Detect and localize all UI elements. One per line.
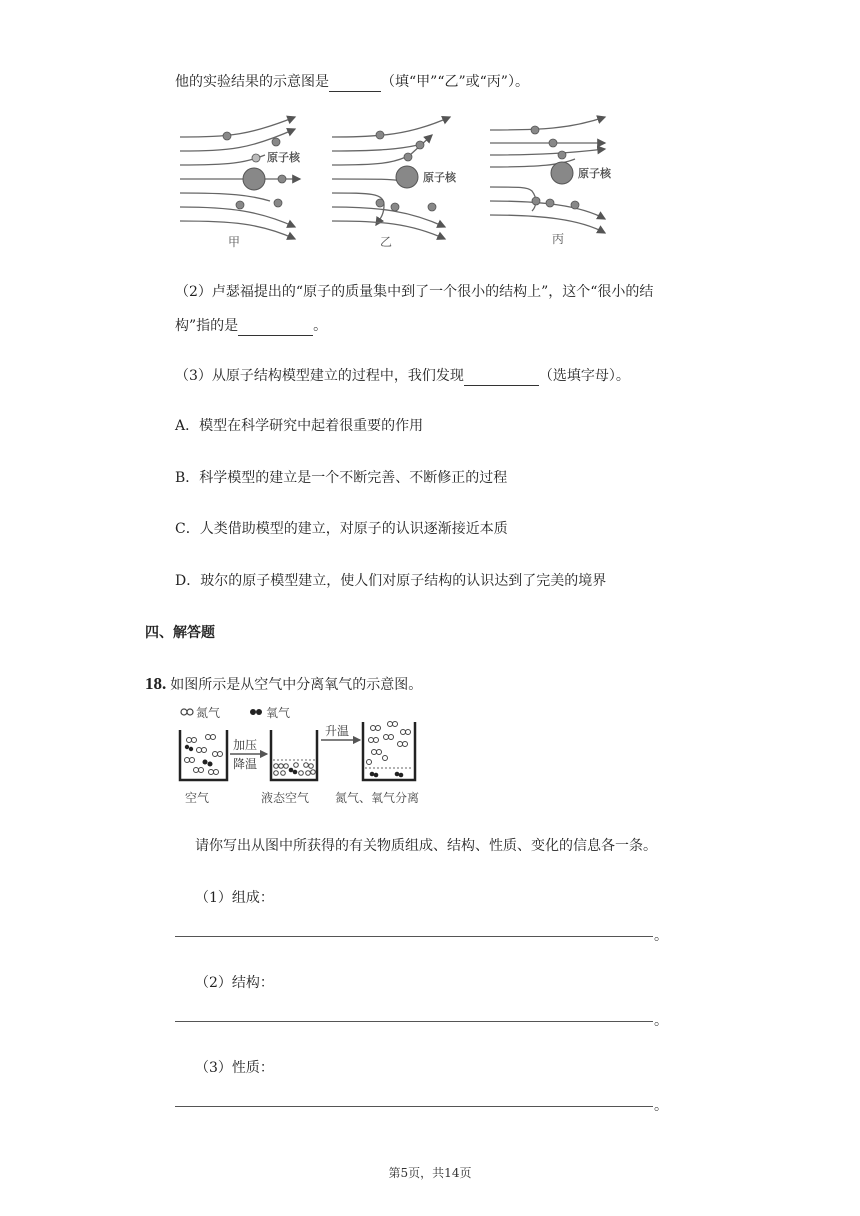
q17-part3-pre: （3）从原子结构模型建立的过程中，我们发现 (175, 368, 464, 384)
beaker-air (180, 730, 227, 780)
nucleus-label-yi: 原子核 (423, 171, 456, 184)
nucleus-label-jia: 原子核 (267, 151, 300, 164)
nucleus-bing (551, 162, 573, 184)
q18-stem: 如图所示是从空气中分离氧气的示意图。 (170, 677, 423, 693)
legend-n2-label: 氮气 (196, 706, 221, 720)
page-footer: 第5页，共14页 (388, 1166, 472, 1180)
arrow1-bottom-label: 降温 (233, 757, 258, 771)
caption-separated: 氮气、氧气分离 (335, 791, 420, 805)
q18-answer-line-1[interactable] (175, 935, 653, 937)
q18-part-1: （1）组成： (195, 890, 274, 906)
caption-jia: 甲 (228, 235, 241, 249)
q17-part3-post: （选填字母）。 (538, 368, 630, 384)
air-separation-figure (175, 702, 435, 810)
q17-part3 (175, 366, 630, 386)
separated-n2-molecules (367, 722, 411, 765)
caption-air: 空气 (185, 791, 210, 805)
air-o2-molecules (185, 745, 213, 767)
q18-period-2: 。 (654, 1013, 668, 1029)
separated-o2-molecules (370, 772, 404, 778)
legend-n2 (181, 705, 220, 720)
q17-intro-hint: （填“甲”“乙”或“丙”）。 (381, 74, 529, 90)
liquid-o2-molecules (289, 768, 298, 775)
q17-part2-line2 (175, 316, 327, 336)
q18-period-1: 。 (654, 928, 668, 944)
caption-bing: 丙 (552, 232, 565, 246)
caption-yi: 乙 (380, 235, 393, 249)
q17-part2-post: 。 (313, 318, 328, 334)
nucleus-label-bing: 原子核 (578, 167, 611, 180)
option-c: C．人类借助模型的建立，对原子的认识逐渐接近本质 (175, 521, 508, 537)
legend-o2 (250, 705, 290, 720)
nucleus-yi (396, 166, 418, 188)
q18-number: 18. (145, 674, 167, 693)
arrow2-label: 升温 (325, 724, 350, 738)
section-title: 四、解答题 (145, 625, 215, 641)
scattering-diagrams (170, 115, 630, 255)
option-a: A．模型在科学研究中起着很重要的作用 (175, 418, 424, 434)
q18-answer-line-3[interactable] (175, 1105, 653, 1107)
legend-o2-label: 氧气 (266, 706, 291, 720)
q17-part2-line1: （2）卢瑟福提出的“原子的质量集中到了一个很小的结构上”，这个“很小的结 (175, 284, 654, 300)
arrow1-top-label: 加压 (233, 738, 258, 752)
q18-prompt: 请你写出从图中所获得的有关物质组成、结构、性质、变化的信息各一条。 (195, 838, 657, 854)
caption-liquid-air: 液态空气 (261, 791, 310, 805)
q18-answer-line-2[interactable] (175, 1020, 653, 1022)
q17-answer-blank[interactable] (329, 75, 381, 92)
option-b: B．科学模型的建立是一个不断完善、不断修正的过程 (175, 470, 508, 486)
q18-stem-line (145, 674, 422, 695)
q17-intro (175, 72, 529, 92)
q18-part-3: （3）性质： (195, 1060, 274, 1076)
q17-part2-blank[interactable] (238, 319, 313, 336)
nucleus-jia (243, 168, 265, 190)
option-d: D．玻尔的原子模型建立，使人们对原子结构的认识达到了完美的境界 (175, 573, 607, 589)
q17-intro-text: 他的实验结果的示意图是 (175, 74, 329, 90)
air-molecules (185, 735, 223, 775)
q18-part-2: （2）结构： (195, 975, 274, 991)
q17-part2-pre: 构”指的是 (175, 318, 239, 334)
q17-part3-blank[interactable] (464, 369, 539, 386)
beaker-separated (363, 722, 415, 780)
q18-period-3: 。 (654, 1098, 668, 1114)
